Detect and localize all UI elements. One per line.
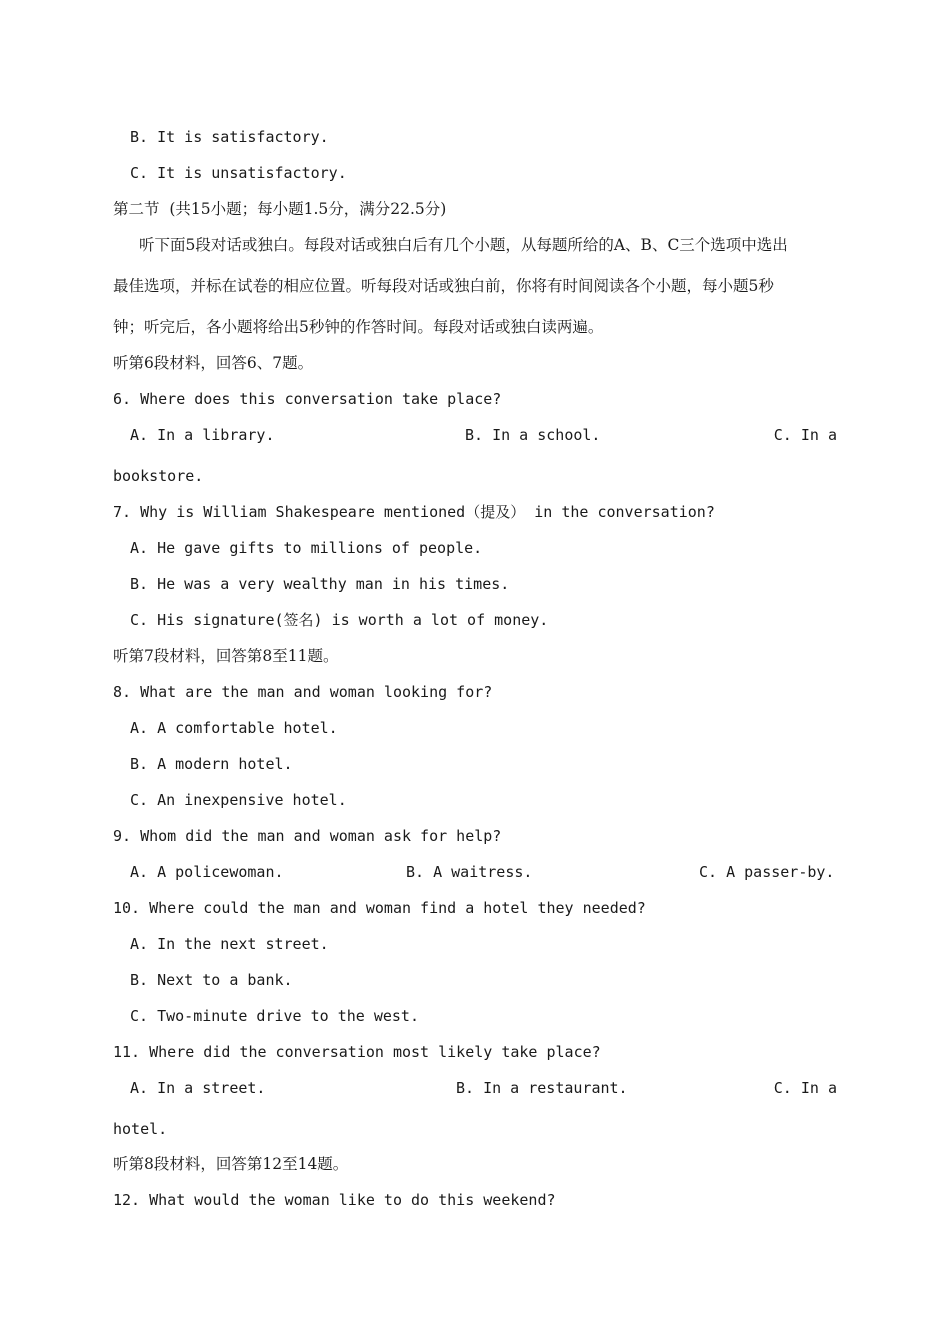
q11-option-a: A. In a street. xyxy=(130,1079,266,1097)
q9-option-a: A. A policewoman. xyxy=(130,863,284,881)
q9-stem: 9. Whom did the man and woman ask for help? xyxy=(113,827,502,845)
instructions-line-3: 钟；听完后，各小题将给出5秒钟的作答时间。每段对话或独白读两遍。 xyxy=(113,318,604,336)
q11-option-c-continued: hotel. xyxy=(113,1120,168,1138)
q9-option-b: B. A waitress. xyxy=(406,863,533,881)
q10-stem: 10. Where could the man and woman find a hotel they needed? xyxy=(113,899,646,917)
q6-stem: 6. Where does this conversation take place? xyxy=(113,390,502,408)
q6-option-c-continued: bookstore. xyxy=(113,467,204,485)
q10-option-c: C. Two-minute drive to the west. xyxy=(130,1007,419,1025)
q7-stem: 7. Why is William Shakespeare mentioned（提及） in the conversation? xyxy=(113,503,715,521)
q8-option-c: C. An inexpensive hotel. xyxy=(130,791,347,809)
q11-stem: 11. Where did the conversation most likely take place? xyxy=(113,1043,601,1061)
material-7-intro: 听第7段材料，回答第8至11题。 xyxy=(113,647,339,665)
q10-option-a: A. In the next street. xyxy=(130,935,329,953)
instructions-line-2: 最佳选项，并标在试卷的相应位置。听每段对话或独白前，你将有时间阅读各个小题，每小题5秒 xyxy=(113,277,774,295)
q6-option-b: B. In a school. xyxy=(465,426,601,444)
q6-option-c: C. In a xyxy=(773,426,837,444)
material-8-intro: 听第8段材料，回答第12至14题。 xyxy=(113,1155,349,1173)
q8-stem: 8. What are the man and woman looking for? xyxy=(113,683,493,701)
q6-options xyxy=(113,425,837,445)
q11-options xyxy=(113,1078,837,1098)
q7-option-b: B. He was a very wealthy man in his times. xyxy=(130,575,510,593)
q11-option-c: C. In a xyxy=(773,1079,837,1097)
q12-stem: 12. What would the woman like to do this weekend? xyxy=(113,1191,556,1209)
q5-option-c: C. It is unsatisfactory. xyxy=(130,164,347,182)
q11-option-b: B. In a restaurant. xyxy=(456,1079,628,1097)
q7-option-a: A. He gave gifts to millions of people. xyxy=(130,539,483,557)
q8-option-b: B. A modern hotel. xyxy=(130,755,293,773)
q10-option-b: B. Next to a bank. xyxy=(130,971,293,989)
section-heading: 第二节 (共15小题；每小题1.5分，满分22.5分) xyxy=(113,200,447,218)
q5-option-b: B. It is satisfactory. xyxy=(130,128,329,146)
q6-option-a: A. In a library. xyxy=(130,426,275,444)
material-6-intro: 听第6段材料，回答6、7题。 xyxy=(113,354,314,372)
instructions-line-1: 听下面5段对话或独白。每段对话或独白后有几个小题，从每题所给的A、B、C三个选项中选出 xyxy=(139,236,788,254)
q7-option-c: C. His signature(签名) is worth a lot of money. xyxy=(130,611,549,629)
q9-option-c: C. A passer-by. xyxy=(699,863,835,881)
q8-option-a: A. A comfortable hotel. xyxy=(130,719,338,737)
